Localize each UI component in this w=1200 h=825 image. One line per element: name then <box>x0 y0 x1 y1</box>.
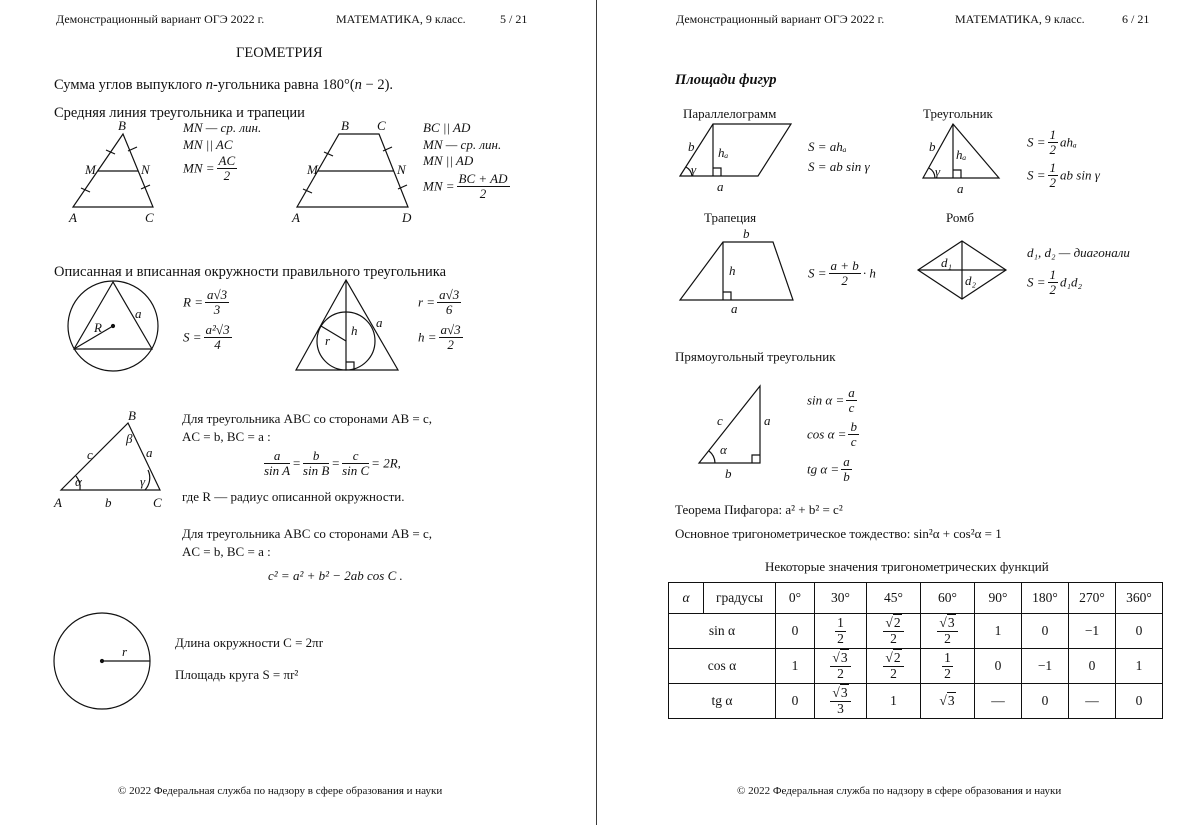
table-row-sin <box>669 614 1163 649</box>
sines-label-c: c <box>87 447 93 462</box>
page-5 <box>0 0 596 825</box>
value-cell: −1 <box>1022 649 1069 684</box>
trap-label-A: A <box>292 210 300 225</box>
page-6 <box>597 0 1200 825</box>
para-label-b: b <box>688 139 695 154</box>
trap-label-D: D <box>402 210 412 225</box>
midline-def: MN — ср. лин. <box>183 120 262 135</box>
value-cell: 0 <box>776 614 815 649</box>
insc-label-h: h <box>351 323 358 338</box>
value-cell: 0 <box>1069 649 1116 684</box>
tangent-def: tg α = $\frac{a}{b}$ <box>807 454 850 484</box>
trapezoid-title: Трапеция <box>704 210 757 225</box>
tri-label-b: b <box>929 139 936 154</box>
value-cell: $\frac{√3}{2}$ <box>921 614 975 649</box>
sines-label-B: B <box>128 408 136 423</box>
value-cell: 1 <box>867 684 921 719</box>
circles-title: Описанная и вписанная окружности правильного треугольника <box>54 264 447 280</box>
circ-label-a: a <box>135 306 142 321</box>
trap-midline-parallel: MN || AD <box>423 153 474 168</box>
sines-label-b: b <box>105 495 112 510</box>
circumference-formula: Длина окружности C = 2πr <box>175 635 324 650</box>
value-cell: 0 <box>1116 684 1163 719</box>
tri-label-gamma: γ <box>935 164 941 179</box>
cosines-intro-1: Для треугольника ABC со сторонами AB = c, <box>182 526 433 541</box>
sines-label-a: a <box>146 445 153 460</box>
circ-label-R: R <box>94 320 102 335</box>
circumradius-formula: R = $\frac{a√3}{3}$ <box>183 287 228 317</box>
para-label-ha: hₐ <box>718 145 729 160</box>
trap-area: S = $\frac{a + b}{2}$ · h <box>808 258 876 288</box>
sines-intro-2: AC = b, BC = a : <box>182 429 271 444</box>
right-triangle-title: Прямоугольный треугольник <box>675 349 836 364</box>
angle-cell: 0° <box>776 583 815 614</box>
value-cell: 1 <box>975 614 1022 649</box>
rt-label-c: c <box>717 413 723 428</box>
height-formula: h = $\frac{a√3}{2}$ <box>418 322 461 352</box>
sines-intro-1: Для треугольника ABC со сторонами AB = c, <box>182 411 433 426</box>
value-cell: — <box>1069 684 1116 719</box>
value-cell: 0 <box>1022 684 1069 719</box>
value-cell: $\frac{√3}{2}$ <box>815 649 867 684</box>
table-row-angles <box>669 583 1163 614</box>
value-cell: $\frac{√2}{2}$ <box>867 649 921 684</box>
footer-copyright: © 2022 Федеральная служба по надзору в сфере образования и науки <box>737 785 1062 797</box>
page-number: 6 / 21 <box>1122 12 1150 26</box>
insc-label-a: a <box>376 315 383 330</box>
value-cell: 1 <box>1116 649 1163 684</box>
para-area-1: S = ahₐ <box>808 139 847 154</box>
parallelogram-title: Параллелограмм <box>683 106 777 121</box>
fn-cell: cos α <box>669 649 776 684</box>
value-cell: 0 <box>975 649 1022 684</box>
sines-label-C: C <box>153 495 162 510</box>
sine-def: sin α = $\frac{a}{c}$ <box>807 385 855 415</box>
value-cell: $\frac{√2}{2}$ <box>867 614 921 649</box>
tri-label-a: a <box>957 181 964 196</box>
value-cell: — <box>975 684 1022 719</box>
para-label-a: a <box>717 179 724 194</box>
table-title: Некоторые значения тригонометрических функций <box>765 559 1049 574</box>
angle-cell: 30° <box>815 583 867 614</box>
section-title: ГЕОМЕТРИЯ <box>236 45 323 61</box>
value-cell: 0 <box>1116 614 1163 649</box>
angle-cell: 45° <box>867 583 921 614</box>
sines-label-A: A <box>54 495 62 510</box>
value-cell: $\frac{√3}{3}$ <box>815 684 867 719</box>
header-title: Демонстрационный вариант ОГЭ 2022 г. <box>676 12 885 26</box>
trap-label-M: M <box>307 162 318 177</box>
label-A: A <box>69 210 77 225</box>
angle-cell: 360° <box>1116 583 1163 614</box>
table-row-tg <box>669 684 1163 719</box>
footer-copyright: © 2022 Федеральная служба по надзору в сфере образования и науки <box>118 785 443 797</box>
circle-area-formula: Площадь круга S = πr² <box>175 667 299 682</box>
sines-label-alpha: α <box>75 474 82 489</box>
sines-label-beta: β <box>126 431 133 446</box>
midline-triangle-formula: MN = $\frac{AC}{2}$ <box>183 153 236 183</box>
trap-label-a: a <box>731 301 738 316</box>
header-subject: МАТЕМАТИКА, 9 класс. <box>955 12 1085 26</box>
para-area-2: S = ab sin γ <box>808 159 870 174</box>
sines-note: где R — радиус описанной окружности. <box>182 489 405 504</box>
value-cell: −1 <box>1069 614 1116 649</box>
value-cell: √3 <box>921 684 975 719</box>
circle-figure <box>0 0 596 825</box>
pythagoras: Теорема Пифагора: a² + b² = c² <box>675 502 843 517</box>
value-cell: 1 <box>776 649 815 684</box>
fn-cell: tg α <box>669 684 776 719</box>
label-M: M <box>85 162 96 177</box>
para-label-gamma: γ <box>691 162 697 177</box>
insc-label-r: r <box>325 333 331 348</box>
rhombus-diagonals: d₁, d₂ — диагонали <box>1027 245 1130 260</box>
angle-cell: 60° <box>921 583 975 614</box>
tri-area-2: S = $\frac{1}{2}$ ab sin γ <box>1027 160 1100 190</box>
value-cell: $\frac{1}{2}$ <box>921 649 975 684</box>
trig-values-table <box>668 582 1163 719</box>
degrees-header: градусы <box>704 583 776 614</box>
sines-label-gamma: γ <box>140 474 146 489</box>
label-B: B <box>118 118 126 133</box>
rt-label-alpha: α <box>720 442 727 457</box>
cosines-intro-2: AC = b, BC = a : <box>182 544 271 559</box>
angle-cell: 90° <box>975 583 1022 614</box>
law-of-sines: $\frac{a}{\text{sin A}}$ = $\frac{b}{\text{sin B}}$ = $\frac{c}{\text{sin C}}$ = 2R, <box>264 448 401 478</box>
area-equilateral-formula: S = $\frac{\text{a²√3}}{4}$ <box>183 322 230 352</box>
tri-label-ha: hₐ <box>956 147 967 162</box>
midline-parallel: MN || AC <box>183 137 233 152</box>
cosine-def: cos α = $\frac{b}{c}$ <box>807 419 857 449</box>
table-row-cos <box>669 649 1163 684</box>
midline-title: Средняя линия треугольника и трапеции <box>54 105 305 121</box>
trap-midline-def: MN — ср. лин. <box>423 137 502 152</box>
inradius-formula: r = $\frac{a√3}{6}$ <box>418 287 460 317</box>
rhombus-area: S = $\frac{1}{2}$ d₁d₂ <box>1027 267 1083 297</box>
trap-midline-formula: MN = $\frac{BC + AD}{2}$ <box>423 171 508 201</box>
trap-parallel: BC || AD <box>423 120 471 135</box>
rt-label-a: a <box>764 413 771 428</box>
rhombus-label-d2: d₂ <box>965 273 977 288</box>
fn-cell: sin α <box>669 614 776 649</box>
rt-label-b: b <box>725 466 732 481</box>
header-title: Демонстрационный вариант ОГЭ 2022 г. <box>56 12 265 26</box>
alpha-header: α <box>669 583 704 614</box>
law-of-cosines: c² = a² + b² − 2ab cos C . <box>268 568 403 583</box>
tri-area-1: S = $\frac{1}{2}$ ahₐ <box>1027 127 1077 157</box>
page-number: 5 / 21 <box>500 12 528 26</box>
rhombus-title: Ромб <box>946 210 974 225</box>
rhombus-label-d1: d₁ <box>941 255 953 270</box>
trig-identity: Основное тригонометрическое тождество: sin²α + cos²α = 1 <box>675 526 1002 541</box>
value-cell: $\frac{1}{2}$ <box>815 614 867 649</box>
areas-title: Площади фигур <box>675 72 777 88</box>
value-cell: 0 <box>1022 614 1069 649</box>
triangle-title: Треугольник <box>923 106 993 121</box>
trap-label-h: h <box>729 263 736 278</box>
value-cell: 0 <box>776 684 815 719</box>
label-C: C <box>145 210 154 225</box>
label-N: N <box>141 162 150 177</box>
circle-label-r: r <box>122 644 128 659</box>
angle-sum-formula: Сумма углов выпуклого n-угольника равна 180°(n − 2). <box>54 77 394 93</box>
header-subject: МАТЕМАТИКА, 9 класс. <box>336 12 466 26</box>
trap-label-B: B <box>341 118 349 133</box>
trap-label-C: C <box>377 118 386 133</box>
trap-label-N: N <box>397 162 406 177</box>
trap-label-b: b <box>743 226 750 241</box>
angle-cell: 180° <box>1022 583 1069 614</box>
angle-cell: 270° <box>1069 583 1116 614</box>
